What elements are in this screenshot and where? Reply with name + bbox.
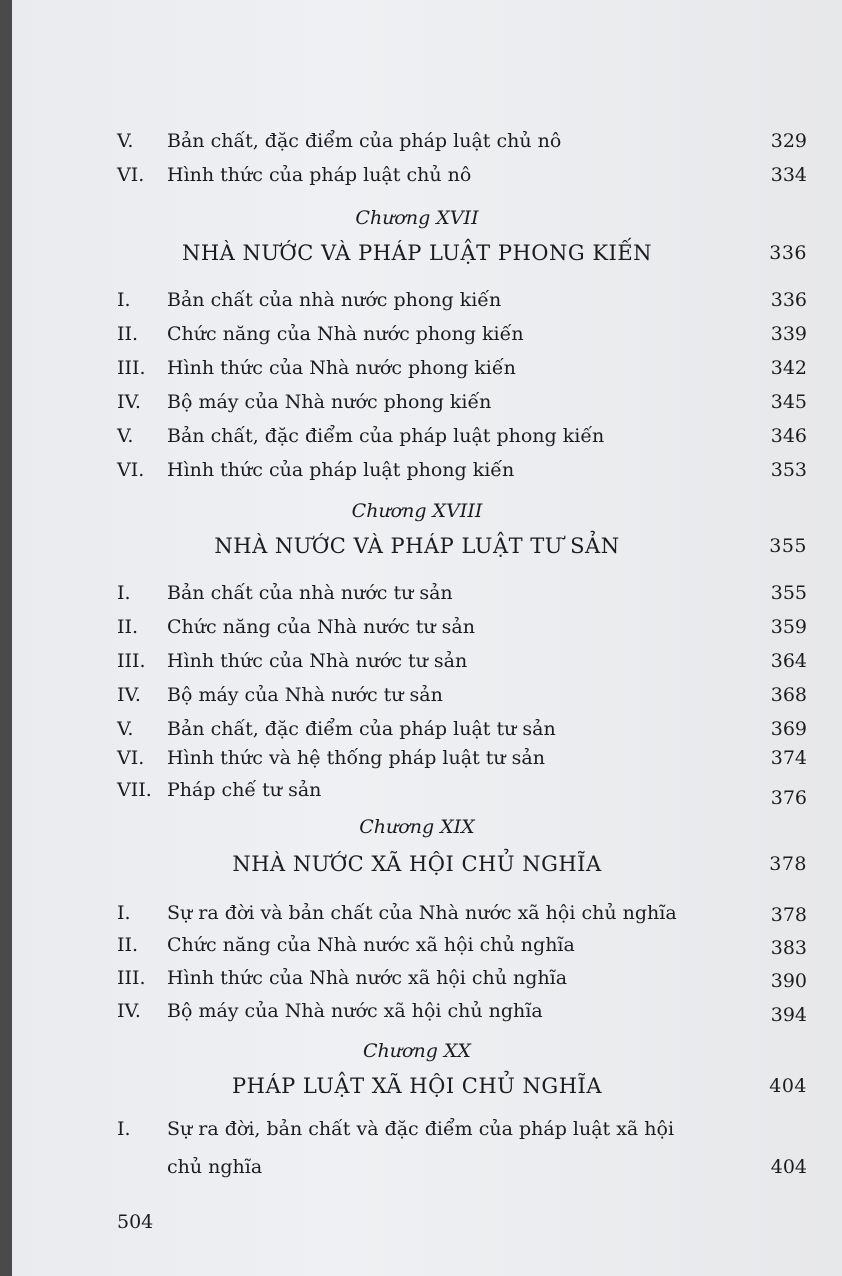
item-number: VII. <box>117 779 152 801</box>
item-number: I. <box>117 582 131 604</box>
item-title: Bản chất, đặc điểm của pháp luật phong kiến <box>167 425 605 447</box>
item-page: 394 <box>770 1004 807 1026</box>
chapter-title: NHÀ NƯỚC VÀ PHÁP LUẬT PHONG KIẾN <box>181 241 653 265</box>
item-page: 329 <box>770 130 807 152</box>
item-title: Hình thức và hệ thống pháp luật tư sản <box>167 747 545 769</box>
toc-item <box>117 385 807 419</box>
item-title: Chức năng của Nhà nước tư sản <box>167 616 475 638</box>
item-number: II. <box>117 323 139 345</box>
toc-item-continuation <box>117 1150 807 1184</box>
chapter-label: Chương XIX <box>359 816 475 838</box>
item-title: chủ nghĩa <box>167 1156 263 1178</box>
chapter-page: 404 <box>769 1075 807 1097</box>
item-number: II. <box>117 616 139 638</box>
chapter-heading <box>117 1068 807 1104</box>
chapter-label: Chương XVII <box>355 207 479 229</box>
item-page: 346 <box>770 425 807 447</box>
item-title: Sự ra đời, bản chất và đặc điểm của pháp luật xã hội <box>167 1118 675 1140</box>
toc-item <box>117 576 807 610</box>
toc-item <box>117 453 807 487</box>
item-title: Hình thức của pháp luật phong kiến <box>167 459 515 481</box>
toc-item <box>117 741 807 775</box>
item-title: Bộ máy của Nhà nước xã hội chủ nghĩa <box>167 1000 543 1022</box>
item-page: 383 <box>770 937 807 959</box>
item-page: 353 <box>770 459 807 481</box>
item-page: 342 <box>770 357 807 379</box>
item-page: 374 <box>770 747 807 769</box>
chapter-title: NHÀ NƯỚC VÀ PHÁP LUẬT TƯ SẢN <box>214 534 620 558</box>
item-page: 368 <box>770 684 807 706</box>
item-number: III. <box>117 967 146 989</box>
item-number: VI. <box>117 459 145 481</box>
item-number: VI. <box>117 747 145 769</box>
toc-item <box>117 994 807 1028</box>
chapter-page: 336 <box>769 242 807 264</box>
chapter-title: NHÀ NƯỚC XÃ HỘI CHỦ NGHĨA <box>232 852 602 876</box>
toc-item <box>117 158 807 192</box>
item-page: 345 <box>770 391 807 413</box>
chapter-page: 355 <box>769 535 807 557</box>
item-page: 364 <box>770 650 807 672</box>
item-title: Bộ máy của Nhà nước phong kiến <box>167 391 492 413</box>
page-number: 504 <box>117 1211 154 1233</box>
toc-item <box>117 961 807 995</box>
item-number: I. <box>117 289 131 311</box>
toc-item <box>117 678 807 712</box>
item-page: 355 <box>770 582 807 604</box>
item-title: Hình thức của Nhà nước tư sản <box>167 650 468 672</box>
toc-item <box>117 283 807 317</box>
item-number: III. <box>117 650 146 672</box>
toc-item <box>117 896 807 930</box>
item-number: I. <box>117 902 131 924</box>
item-page: 404 <box>770 1156 807 1178</box>
item-title: Bản chất của nhà nước tư sản <box>167 582 453 604</box>
item-number: V. <box>117 718 134 740</box>
item-number: IV. <box>117 1000 141 1022</box>
chapter-label: Chương XVIII <box>351 500 483 522</box>
toc-item <box>117 351 807 385</box>
item-page: 378 <box>770 904 807 926</box>
item-page: 334 <box>770 164 807 186</box>
item-title: Hình thức của Nhà nước phong kiến <box>167 357 516 379</box>
item-title: Chức năng của Nhà nước xã hội chủ nghĩa <box>167 934 575 956</box>
chapter-heading <box>117 846 807 882</box>
toc-item <box>117 1112 807 1146</box>
item-page: 369 <box>770 718 807 740</box>
toc-item <box>117 773 807 807</box>
toc-item <box>117 317 807 351</box>
item-page: 376 <box>770 787 807 809</box>
item-title: Bộ máy của Nhà nước tư sản <box>167 684 443 706</box>
item-title: Hình thức của Nhà nước xã hội chủ nghĩa <box>167 967 568 989</box>
item-page: 390 <box>770 970 807 992</box>
item-number: III. <box>117 357 146 379</box>
item-title: Bản chất, đặc điểm của pháp luật chủ nô <box>167 130 562 152</box>
chapter-title: PHÁP LUẬT XÃ HỘI CHỦ NGHĨA <box>232 1074 602 1098</box>
item-page: 339 <box>770 323 807 345</box>
item-number: IV. <box>117 391 141 413</box>
item-number: II. <box>117 934 139 956</box>
book-page <box>12 0 842 1276</box>
item-title: Sự ra đời và bản chất của Nhà nước xã hội chủ nghĩa <box>167 902 677 924</box>
item-title: Bản chất của nhà nước phong kiến <box>167 289 502 311</box>
item-number: IV. <box>117 684 141 706</box>
toc-item <box>117 124 807 158</box>
item-title: Bản chất, đặc điểm của pháp luật tư sản <box>167 718 556 740</box>
item-title: Pháp chế tư sản <box>167 779 322 801</box>
chapter-label: Chương XX <box>363 1040 471 1062</box>
item-title: Chức năng của Nhà nước phong kiến <box>167 323 524 345</box>
item-number: V. <box>117 130 134 152</box>
chapter-page: 378 <box>769 853 807 875</box>
toc-item <box>117 644 807 678</box>
item-number: I. <box>117 1118 131 1140</box>
toc-item <box>117 610 807 644</box>
item-number: VI. <box>117 164 145 186</box>
item-page: 336 <box>770 289 807 311</box>
toc-item <box>117 419 807 453</box>
item-number: V. <box>117 425 134 447</box>
item-title: Hình thức của pháp luật chủ nô <box>167 164 472 186</box>
item-page: 359 <box>770 616 807 638</box>
toc-item <box>117 928 807 962</box>
chapter-heading <box>117 528 807 564</box>
chapter-heading <box>117 235 807 271</box>
